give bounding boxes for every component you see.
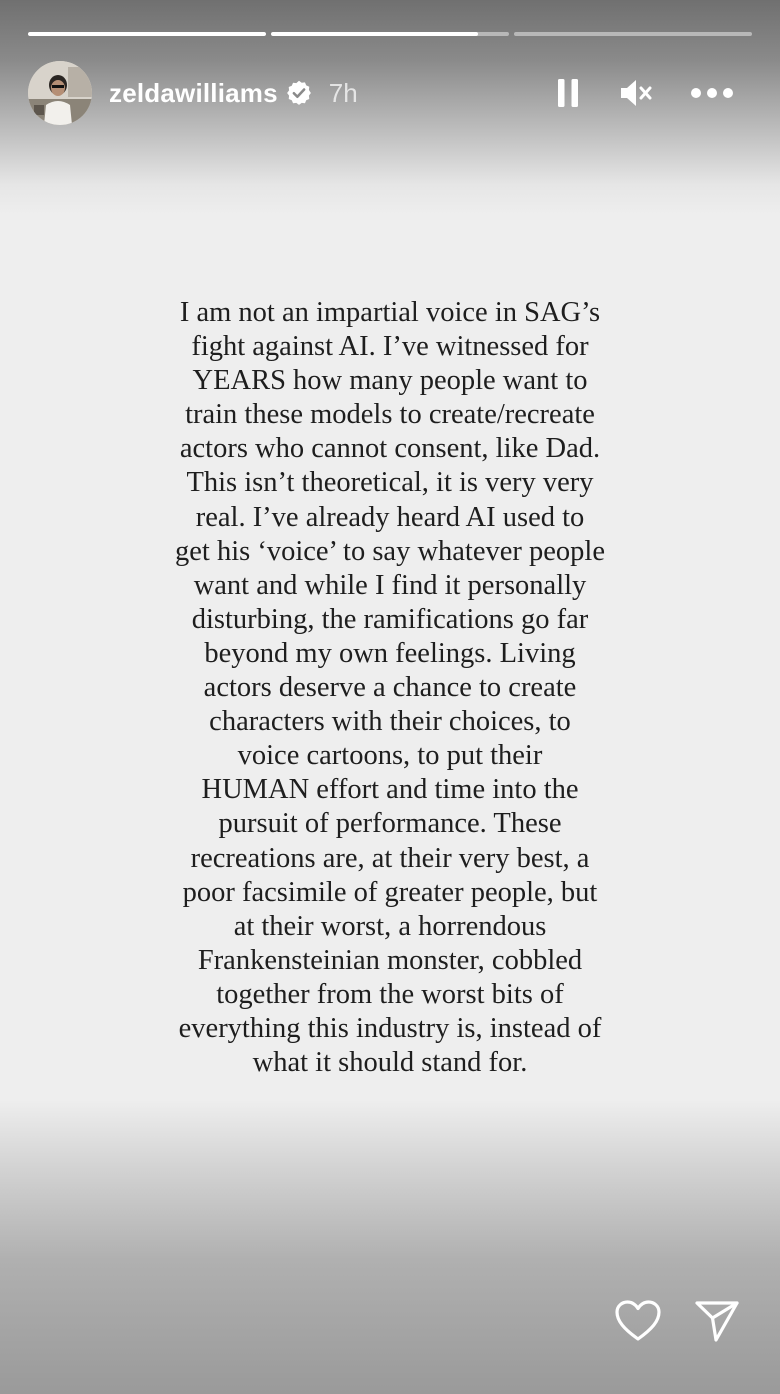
muted-speaker-icon [619,78,653,108]
more-options-button[interactable] [690,73,734,113]
story-header [28,60,752,126]
progress-segment [28,32,266,36]
story-footer-actions [614,1298,740,1344]
send-icon [694,1299,740,1343]
progress-fill [271,32,478,36]
like-button[interactable] [614,1299,662,1343]
post-time: 7h [328,77,358,108]
story-progress [28,32,752,36]
heart-icon [614,1299,662,1343]
avatar[interactable] [28,61,92,125]
username[interactable]: zeldawilliams [109,77,278,108]
progress-segment [514,32,752,36]
avatar-image [28,61,92,125]
progress-fill [28,32,266,36]
mute-button[interactable] [616,73,656,113]
story-text: I am not an impartial voice in SAG’s fight against AI. I’ve witnessed for YEARS how many people want to train these models to create/recreate actors who cannot consent, like Dad. This isn’t theoretical, it is very very real. I’ve already heard AI used to get his ‘voice’ to say whatever people want and while I find it personally disturbing, the ramifications go far beyond my own feelings. Living actors deserve a chance to create characters with their choices, to voice cartoons, to put their HUMAN effort and time into the pursuit of performance. These recreations are, at their very best, a poor facsimile of greater people, but at their worst, a horrendous Frankensteinian monster, cobbled together from the worst bits of everything this industry is, instead of what it should stand for. [175,297,605,1079]
verified-badge-icon [285,79,313,107]
pause-button[interactable] [548,73,588,113]
story-controls [548,60,752,126]
progress-segment [271,32,509,36]
more-options-icon [690,87,734,99]
pause-icon [556,77,580,109]
share-button[interactable] [694,1299,740,1343]
